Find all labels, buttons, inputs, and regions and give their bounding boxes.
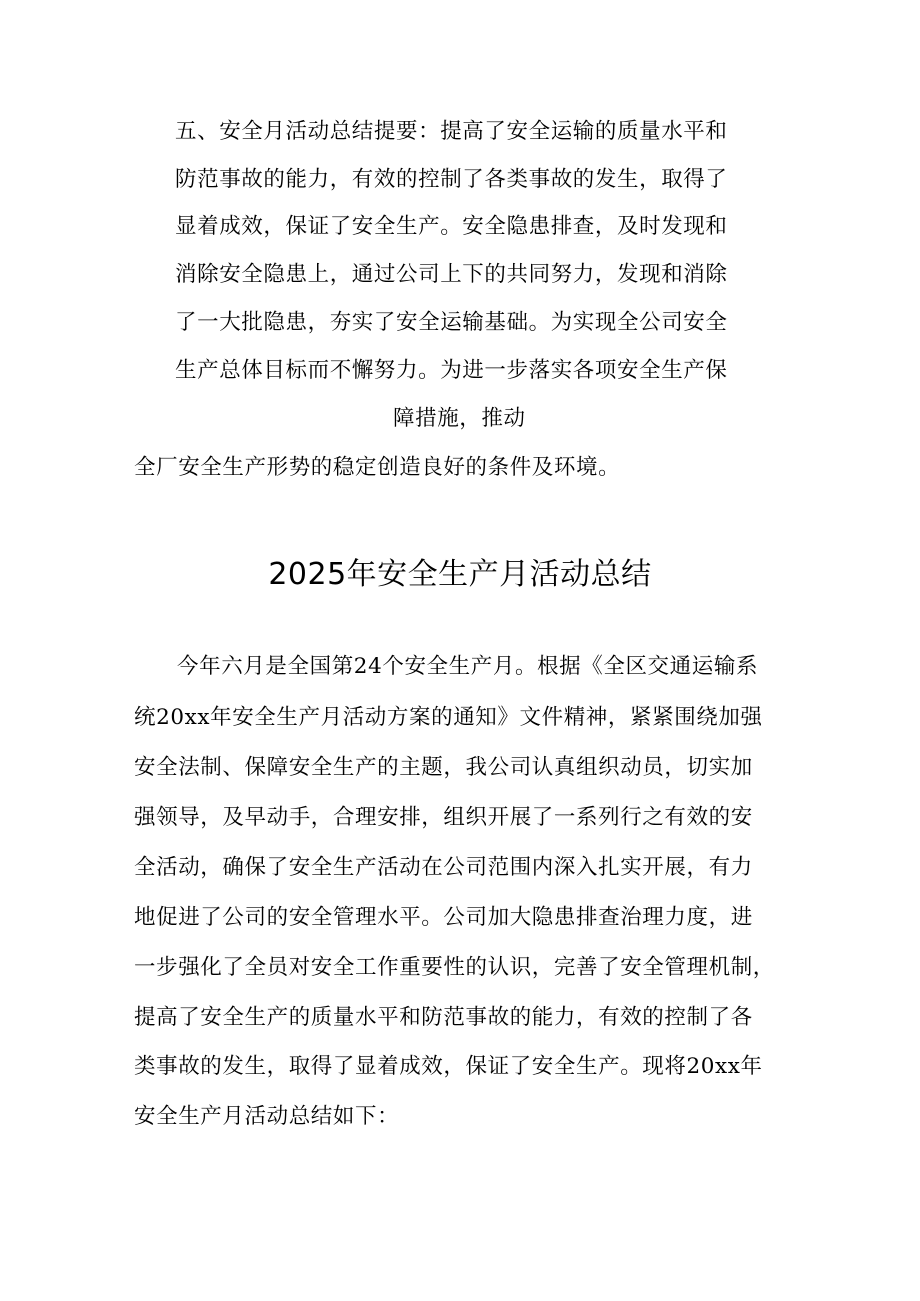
intro-line-8: 提高了安全生产的质量水平和防范事故的能力，有效的控制了各	[134, 1005, 753, 1030]
intro-line-5: 全活动，确保了安全生产活动在公司范围内深入扎实开展，有力	[134, 855, 753, 880]
intro-line-6: 地促进了公司的安全管理水平。公司加大隐患排查治理力度，进	[134, 905, 753, 930]
section-five-line-5: 了一大批隐患，夯实了安全运输基础。为实现全公司安全	[175, 310, 728, 335]
section-five-line-3: 显着成效，保证了安全生产。安全隐患排查，及时发现和	[175, 214, 728, 239]
intro-line-9: 类事故的发生，取得了显着成效，保证了安全生产。现将20xx年	[134, 1054, 763, 1079]
page-title: 2025年安全生产月活动总结	[268, 557, 652, 592]
section-five-line-1: 五、安全月活动总结提要：提高了安全运输的质量水平和	[175, 119, 728, 144]
section-five-line-6: 生产总体目标而不懈努力。为进一步落实各项安全生产保	[175, 358, 728, 383]
intro-line-4: 强领导，及早动手，合理安排，组织开展了一系列行之有效的安	[134, 805, 753, 830]
section-five-continuation: 全厂安全生产形势的稳定创造良好的条件及环境。	[134, 455, 621, 480]
intro-line-3: 安全法制、保障安全生产的主题，我公司认真组织动员，切实加	[134, 755, 753, 780]
section-five-line-4: 消除安全隐患上，通过公司上下的共同努力，发现和消除	[175, 262, 728, 287]
intro-line-10: 安全生产月活动总结如下：	[134, 1104, 400, 1129]
intro-line-7: 一步强化了全员对安全工作重要性的认识，完善了安全管理机制，	[134, 955, 775, 980]
intro-line-1: 今年六月是全国第24个安全生产月。根据《全区交通运输系	[177, 654, 759, 679]
section-five-line-2: 防范事故的能力，有效的控制了各类事故的发生，取得了	[175, 167, 728, 192]
intro-line-2: 统20xx年安全生产月活动方案的通知》文件精神，紧紧围绕加强	[134, 705, 763, 730]
section-five-line-7: 障措施，推动	[393, 406, 526, 431]
